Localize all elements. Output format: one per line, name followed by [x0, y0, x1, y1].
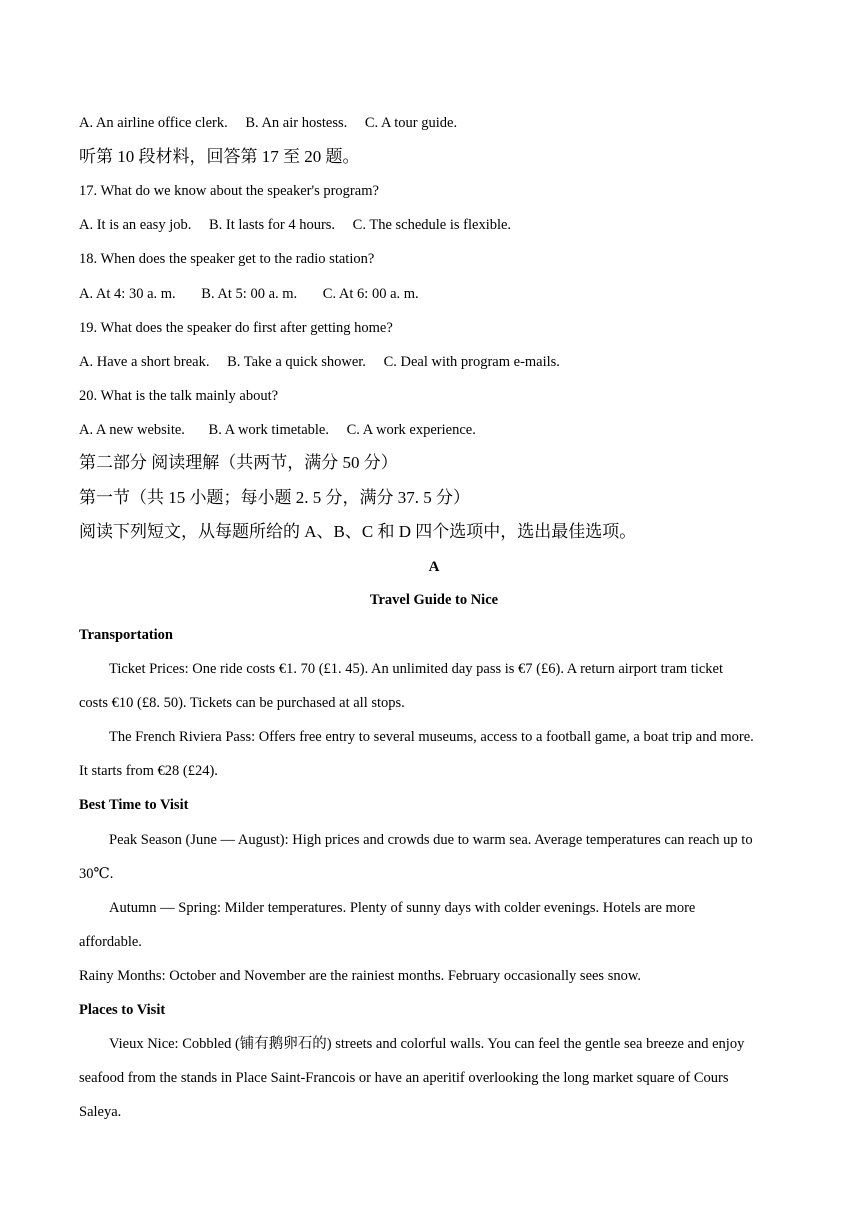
- vieux-nice-line2: seafood from the stands in Place Saint-Francois or have an aperitif overlooking the long market square of Cours: [79, 1070, 729, 1086]
- q20-question: 20. What is the talk mainly about?: [79, 388, 279, 404]
- option-b: B. An air hostess.: [245, 115, 348, 131]
- q17-question: 17. What do we know about the speaker's program?: [79, 183, 379, 199]
- best-time-heading: Best Time to Visit: [79, 797, 189, 813]
- autumn-spring-line1: Autumn — Spring: Milder temperatures. Plenty of sunny days with colder evenings. Hotels are more: [109, 900, 696, 916]
- option-b: B. Take a quick shower.: [227, 354, 366, 370]
- vieux-nice-line3: Saleya.: [79, 1104, 122, 1120]
- riviera-pass-line2: It starts from €28 (£24).: [79, 763, 218, 779]
- q20-options: [79, 420, 800, 440]
- option-a: A. An airline office clerk.: [79, 115, 228, 131]
- q18-question: 18. When does the speaker get to the radio station?: [79, 251, 375, 267]
- option-c: C. A work experience.: [346, 422, 476, 438]
- ticket-prices-line1: Ticket Prices: One ride costs €1. 70 (£1. 45). An unlimited day pass is €7 (£6). A return airport tram ticket: [109, 661, 724, 677]
- option-c: C. The schedule is flexible.: [352, 217, 512, 233]
- instructions: 阅读下列短文，从每题所给的 A、B、C 和 D 四个选项中，选出最佳选项。: [79, 522, 637, 541]
- option-b: B. At 5: 00 a. m.: [201, 286, 298, 302]
- section1-title: 第一节（共 15 小题；每小题 2. 5 分，满分 37. 5 分）: [79, 488, 470, 507]
- ticket-prices-line2: costs €10 (£8. 50). Tickets can be purchased at all stops.: [79, 695, 405, 711]
- section-intro: 听第 10 段材料，回答第 17 至 20 题。: [79, 147, 360, 166]
- passage-letter: A: [428, 559, 440, 575]
- part2-title: 第二部分 阅读理解（共两节，满分 50 分）: [79, 453, 398, 472]
- peak-season-line2: 30℃.: [79, 866, 114, 882]
- q17-options: [79, 215, 800, 235]
- option-c: C. A tour guide.: [364, 115, 458, 131]
- option-b: B. A work timetable.: [208, 422, 329, 438]
- option-a: A. Have a short break.: [79, 354, 210, 370]
- peak-season-line1: Peak Season (June — August): High prices and crowds due to warm sea. Average temperatures can reach up to: [109, 832, 753, 848]
- option-b: B. It lasts for 4 hours.: [208, 217, 336, 233]
- places-heading: Places to Visit: [79, 1002, 166, 1018]
- q18-options: [79, 284, 800, 304]
- riviera-pass-line1: The French Riviera Pass: Offers free entry to several museums, access to a football game, a boat trip and more.: [109, 729, 754, 745]
- option-c: C. Deal with program e-mails.: [383, 354, 560, 370]
- transportation-heading: Transportation: [79, 627, 173, 643]
- q19-question: 19. What does the speaker do first after getting home?: [79, 320, 393, 336]
- rainy-months: Rainy Months: October and November are the rainiest months. February occasionally sees snow.: [79, 968, 642, 984]
- option-a: A. At 4: 30 a. m.: [79, 286, 176, 302]
- option-c: C. At 6: 00 a. m.: [322, 286, 419, 302]
- vieux-nice-line1: Vieux Nice: Cobbled (铺有鹅卵石的) streets and colorful walls. You can feel the gentle sea breeze and enjoy: [109, 1036, 745, 1052]
- passage-title: Travel Guide to Nice: [369, 592, 499, 608]
- option-a: A. A new website.: [79, 422, 185, 438]
- q16-options: [79, 113, 800, 133]
- autumn-spring-line2: affordable.: [79, 934, 142, 950]
- option-a: A. It is an easy job.: [79, 217, 192, 233]
- q19-options: [79, 352, 800, 372]
